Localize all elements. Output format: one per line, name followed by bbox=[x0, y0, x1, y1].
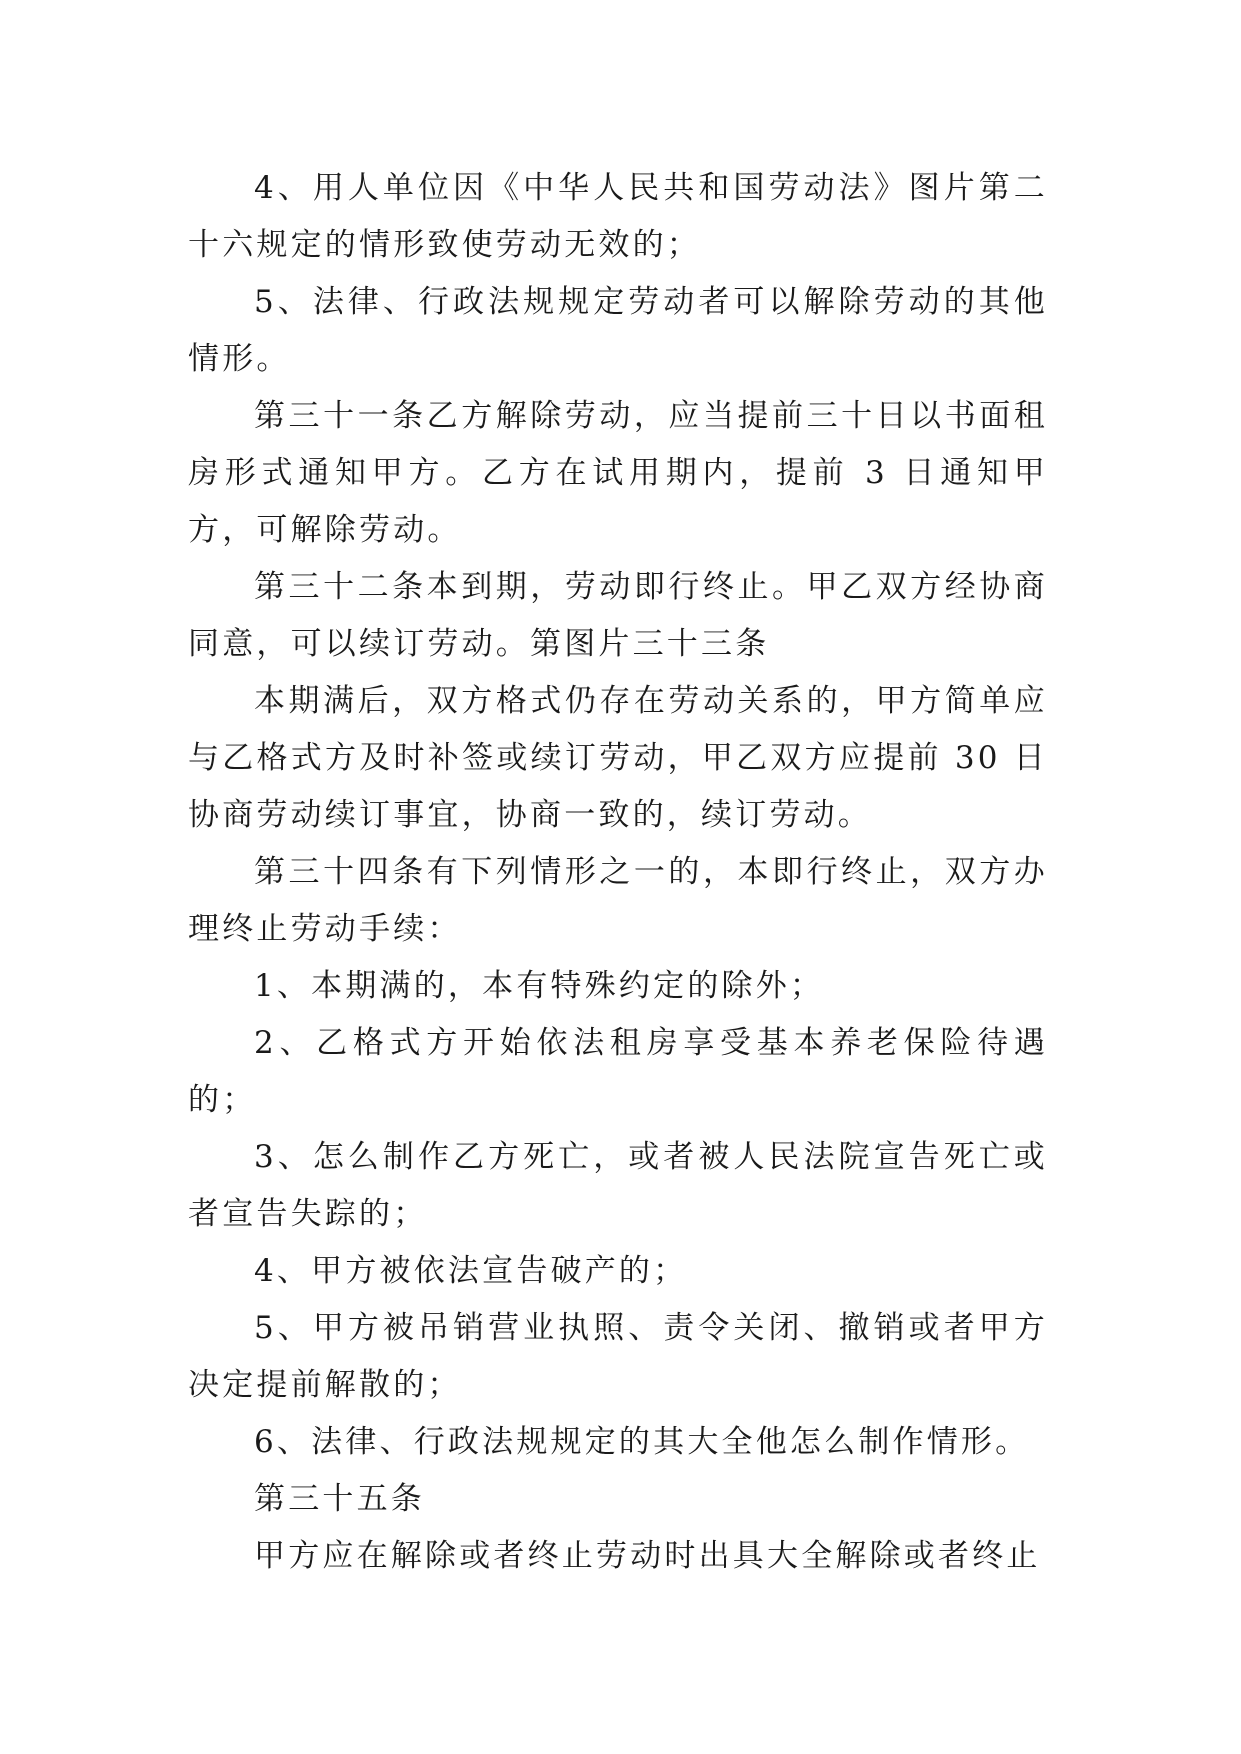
paragraph-article-32: 第三十二条本到期，劳动即行终止。甲乙双方经协商同意，可以续订劳动。第图片三十三条 bbox=[188, 569, 1048, 662]
paragraph-item-5-other-circumstances: 5、法律、行政法规规定劳动者可以解除劳动的其他情形。 bbox=[188, 284, 1048, 377]
paragraph-termination-item-6: 6、法律、行政法规规定的其大全他怎么制作情形。 bbox=[254, 1424, 1030, 1460]
paragraph-article-34: 第三十四条有下列情形之一的，本即行终止，双方办理终止劳动手续： bbox=[188, 854, 1048, 947]
paragraph-article-35-body: 甲方应在解除或者终止劳动时出具大全解除或者终止 bbox=[254, 1538, 1041, 1574]
paragraph-item-4-invalid-contract: 4、用人单位因《中华人民共和国劳动法》图片第二十六规定的情形致使劳动无效的； bbox=[188, 170, 1048, 263]
paragraph-termination-item-2: 2、乙格式方开始依法租房享受基本养老保险待遇的； bbox=[188, 1025, 1048, 1118]
paragraph-termination-item-1: 1、本期满的，本有特殊约定的除外； bbox=[254, 968, 825, 1004]
paragraph-termination-item-5: 5、甲方被吊销营业执照、责令关闭、撤销或者甲方决定提前解散的； bbox=[188, 1310, 1048, 1403]
paragraph-article-35-heading: 第三十五条 bbox=[254, 1481, 425, 1517]
paragraph-renewal: 本期满后，双方格式仍存在劳动关系的，甲方简单应与乙格式方及时补签或续订劳动，甲乙双方应提前 30 日协商劳动续订事宜，协商一致的，续订劳动。 bbox=[188, 683, 1048, 833]
paragraph-termination-item-4: 4、甲方被依法宣告破产的； bbox=[254, 1253, 688, 1289]
document-body bbox=[188, 160, 1048, 1585]
paragraph-article-31: 第三十一条乙方解除劳动，应当提前三十日以书面租房形式通知甲方。乙方在试用期内，提前 3 日通知甲方，可解除劳动。 bbox=[188, 398, 1048, 548]
paragraph-termination-item-3: 3、怎么制作乙方死亡，或者被人民法院宣告死亡或者宣告失踪的； bbox=[188, 1139, 1048, 1232]
